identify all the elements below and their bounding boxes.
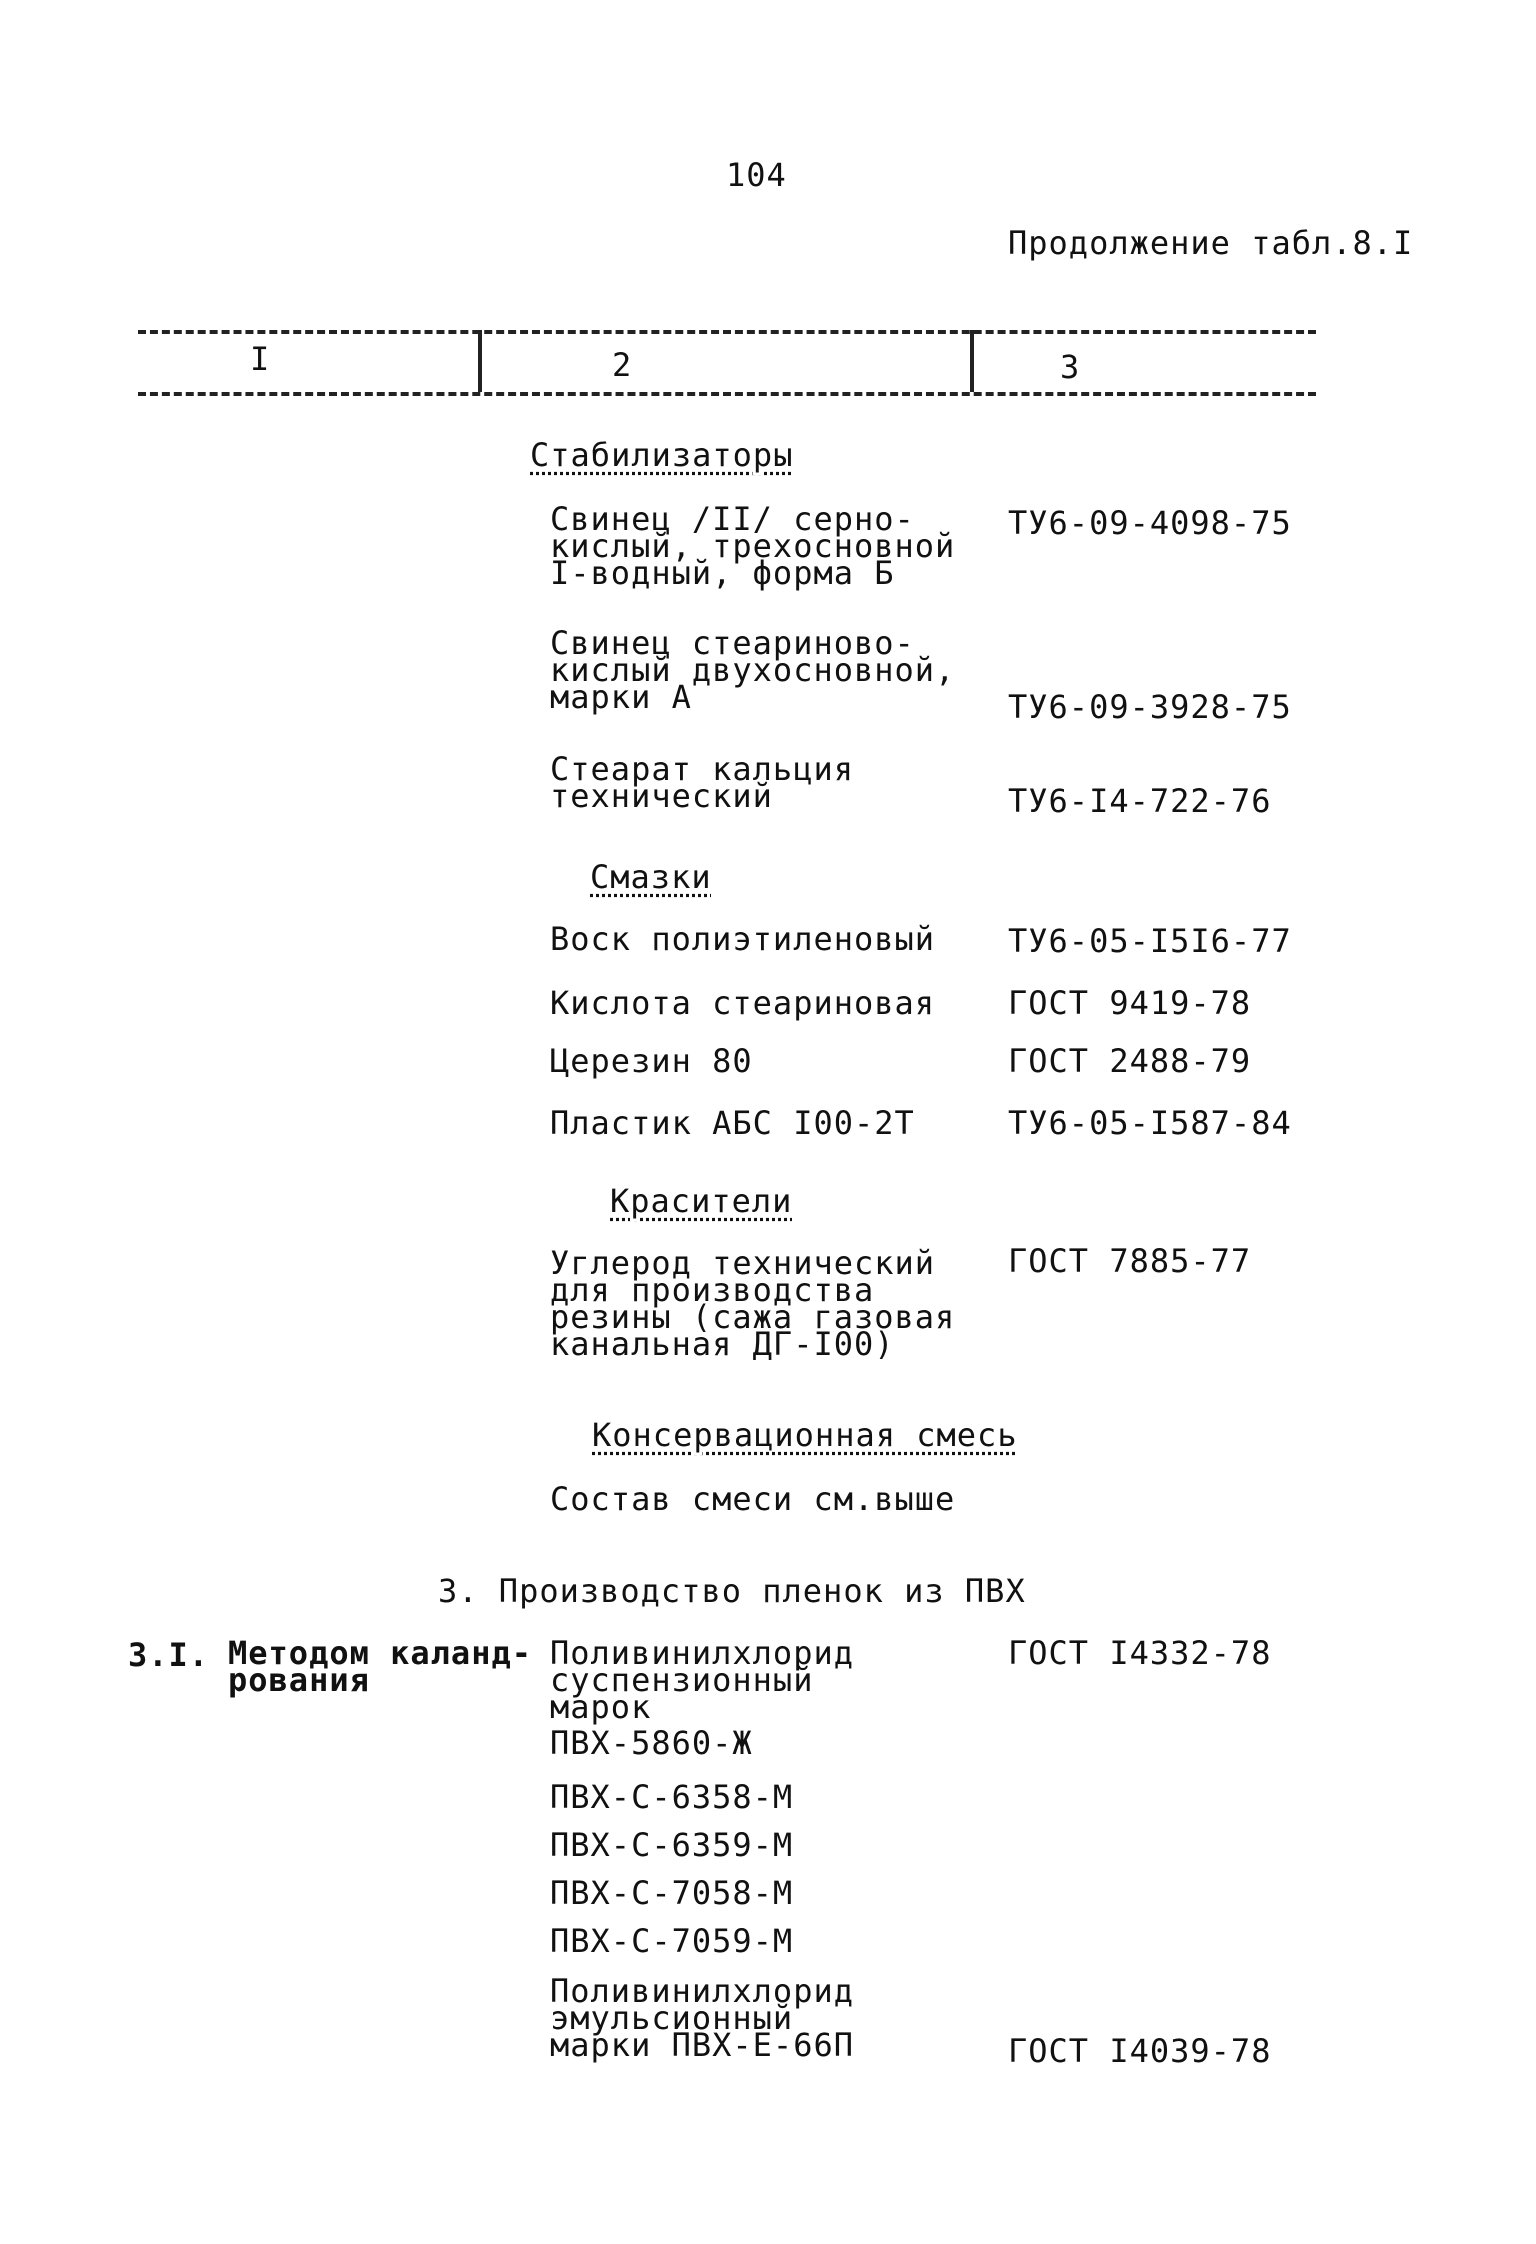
table-header-bottom-rule [138,392,1316,396]
item-spec-stearic-acid: ГОСТ 9419-78 [1008,984,1252,1022]
item-name-calcium-stearate: Стеарат кальция технический [550,750,854,815]
item-spec-carbon-black: ГОСТ 7885-77 [1008,1242,1252,1280]
item-name-abs-plastic: Пластик АБС I00-2Т [550,1104,915,1142]
column-header-3: 3 [1060,348,1081,386]
item-spec-calcium-stearate: ТУ6-I4-722-76 [1008,782,1272,820]
table-header-top-rule [138,330,1316,334]
page-number: 104 [726,156,787,194]
table-continuation-label: Продолжение табл.8.I [1008,224,1414,262]
item-spec-lead-sulfate: ТУ6-09-4098-75 [1008,504,1292,542]
item-name-stearic-acid: Кислота стеариновая [550,984,936,1022]
item-spec-lead-stearate: ТУ6-09-3928-75 [1008,688,1292,726]
section-heading-stabilizers: Стабилизаторы [530,436,794,474]
item-name-lead-sulfate: Свинец /II/ серно- кислый, трехосновной I-водный, форма Б [550,500,956,592]
column-divider-2 [970,330,974,392]
item-spec-ceresin: ГОСТ 2488-79 [1008,1042,1252,1080]
item-name-pvc-c-7058: ПВХ-С-7058-М [550,1874,794,1912]
item-spec-pvc-emulsion: ГОСТ I4039-78 [1008,2032,1272,2070]
item-spec-polyethylene-wax: ТУ6-05-I5I6-77 [1008,922,1292,960]
item-name-mixture-composition: Состав смеси см.выше [550,1480,956,1518]
section-3-title: 3. Производство пленок из ПВХ [438,1572,1026,1610]
item-name-ceresin: Церезин 80 [550,1042,753,1080]
item-name-pvc-suspension: Поливинилхлорид суспензионный марок [550,1634,854,1726]
item-name-pvc-c-6358: ПВХ-С-6358-М [550,1778,794,1816]
item-spec-abs-plastic: ТУ6-05-I587-84 [1008,1104,1292,1142]
item-name-pvc-emulsion: Поливинилхлорид эмульсионный марки ПВХ-Е-66П [550,1972,854,2064]
column-divider-1 [478,330,482,392]
section-heading-lubricants: Смазки [590,858,712,896]
item-name-pvc-5860: ПВХ-5860-Ж [550,1724,753,1762]
item-name-polyethylene-wax: Воск полиэтиленовый [550,920,936,958]
item-name-lead-stearate: Свинец стеариново- кислый двухосновной, марки А [550,624,956,716]
column-header-2: 2 [612,346,633,384]
column-header-1: I [250,340,271,378]
item-name-carbon-black: Углерод технический для производства резины (сажа газовая канальная ДГ-I00) [550,1244,956,1363]
subsection-method: Методом каланд- рования [228,1634,532,1699]
item-spec-pvc-suspension: ГОСТ I4332-78 [1008,1634,1272,1672]
item-name-pvc-c-6359: ПВХ-С-6359-М [550,1826,794,1864]
section-heading-preservative: Консервационная смесь [592,1416,1018,1454]
item-name-pvc-c-7059: ПВХ-С-7059-М [550,1922,794,1960]
subsection-number: 3.I. [128,1636,210,1674]
section-heading-dyes: Красители [610,1182,793,1220]
